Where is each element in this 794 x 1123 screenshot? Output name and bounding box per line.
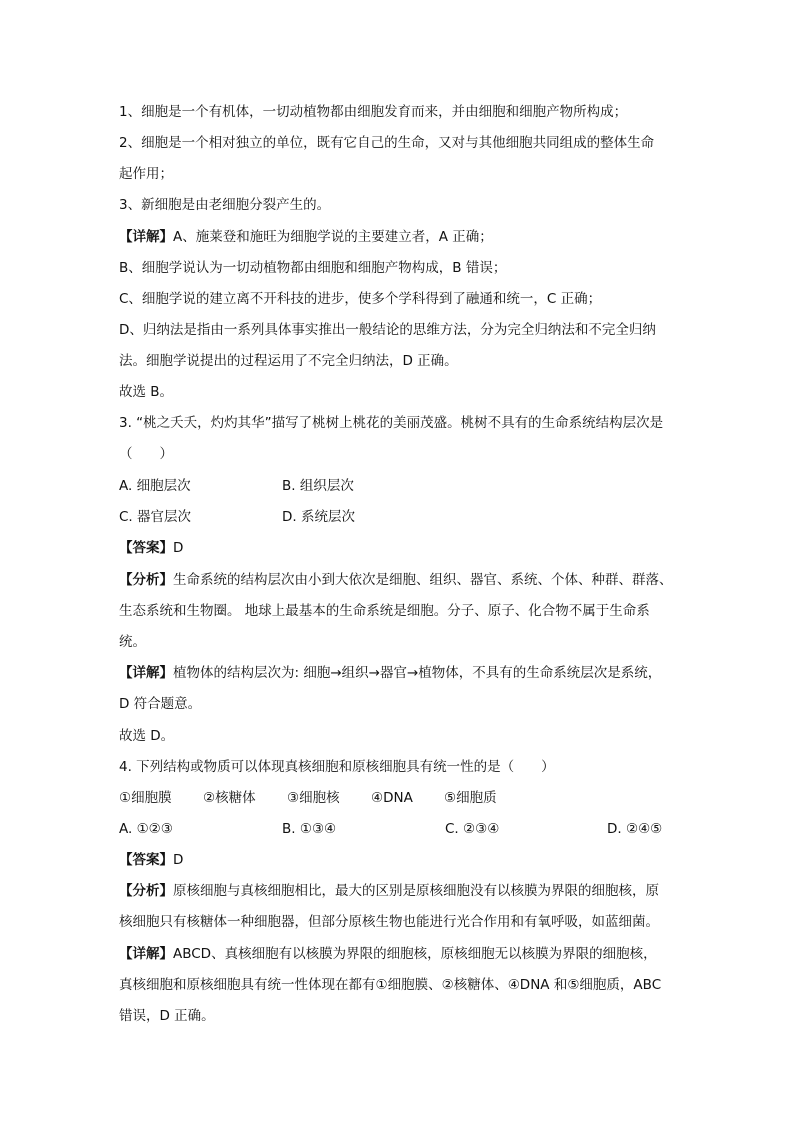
q3-option-d: D. 系统层次 xyxy=(282,509,355,525)
q4-analysis-line-2: 核细胞只有核糖体一种细胞器，但部分原核生物也能进行光合作用和有氧呼吸，如蓝细菌。 xyxy=(119,914,659,930)
q4-option-a: A. ①②③ xyxy=(119,821,173,837)
q3-option-b: B. 组织层次 xyxy=(282,478,354,494)
q3-option-c: C. 器官层次 xyxy=(119,509,192,525)
q3-option-a: A. 细胞层次 xyxy=(119,478,191,494)
analysis-text: 生命系统的结构层次由小到大依次是细胞、组织、器官、系统、个体、种群、群落、 xyxy=(173,572,673,588)
analysis-tag: 【分析】 xyxy=(119,572,173,588)
q4-detail-line-3: 错误，D 正确。 xyxy=(119,1008,215,1024)
detail-text: A、施莱登和施旺为细胞学说的主要建立者，A 正确； xyxy=(173,229,493,245)
q3-analysis-line-3: 统。 xyxy=(119,634,146,650)
answer-value: D xyxy=(173,540,184,556)
q3-stem: 3. “桃之夭夭，灼灼其华”描写了桃树上桃花的美丽茂盛。桃树不具有的生命系统结构层次是 xyxy=(119,415,664,431)
q2-detail-line-2: B、细胞学说认为一切动植物都由细胞和细胞产物构成，B 错误； xyxy=(119,260,507,276)
q2-detail-line-4: D、归纳法是指由一系列具体事实推出一般结论的思维方法，分为完全归纳法和不完全归纳 xyxy=(119,322,656,338)
q3-analysis-line-1 xyxy=(119,571,679,589)
analysis-tag: 【分析】 xyxy=(119,883,173,899)
q4-answer xyxy=(119,851,679,869)
intro-point-2-cont: 起作用； xyxy=(119,166,173,182)
q4-stem: 4. 下列结构或物质可以体现真核细胞和原核细胞具有统一性的是（ ） xyxy=(119,759,555,775)
q2-choice: 故选 B。 xyxy=(119,384,174,400)
answer-value: D xyxy=(173,852,184,868)
q3-answer xyxy=(119,539,679,557)
q4-option-b: B. ①③④ xyxy=(282,821,337,837)
detail-tag: 【详解】 xyxy=(119,665,173,681)
q3-detail-line-2: D 符合题意。 xyxy=(119,696,202,712)
q4-item-3: ③细胞核 xyxy=(287,790,340,806)
q4-detail-line-2: 真核细胞和原核细胞具有统一性体现在都有①细胞膜、②核糖体、④DNA 和⑤细胞质，ABC xyxy=(119,977,662,993)
q2-detail-line-1 xyxy=(119,228,679,246)
q3-analysis-line-2: 生态系统和生物圈。 地球上最基本的生命系统是细胞。分子、原子、化合物不属于生命系 xyxy=(119,603,650,619)
q4-detail-line-1 xyxy=(119,945,679,963)
intro-point-1: 1、细胞是一个有机体，一切动植物都由细胞发育而来，并由细胞和细胞产物所构成； xyxy=(119,104,628,120)
q3-choice: 故选 D。 xyxy=(119,728,175,744)
q4-item-1: ①细胞膜 xyxy=(119,790,172,806)
analysis-text: 原核细胞与真核细胞相比，最大的区别是原核细胞没有以核膜为界限的细胞核，原 xyxy=(173,883,659,899)
q4-option-d: D. ②④⑤ xyxy=(607,821,663,837)
intro-point-3: 3、新细胞是由老细胞分裂产生的。 xyxy=(119,197,331,213)
detail-tag: 【详解】 xyxy=(119,229,173,245)
answer-tag: 【答案】 xyxy=(119,852,173,868)
q3-stem-paren: （ ） xyxy=(119,446,173,462)
detail-text: ABCD、真核细胞有以核膜为界限的细胞核，原核细胞无以核膜为界限的细胞核， xyxy=(173,946,657,962)
q4-option-c: C. ②③④ xyxy=(445,821,500,837)
q4-item-2: ②核糖体 xyxy=(203,790,256,806)
q4-analysis-line-1 xyxy=(119,882,679,900)
q4-item-4: ④DNA xyxy=(371,790,413,806)
q2-detail-line-5: 法。细胞学说提出的过程运用了不完全归纳法，D 正确。 xyxy=(119,353,458,369)
intro-point-2: 2、细胞是一个相对独立的单位，既有它自己的生命，又对与其他细胞共同组成的整体生命 xyxy=(119,135,655,151)
q4-item-5: ⑤细胞质 xyxy=(444,790,497,806)
q3-detail-line-1 xyxy=(119,664,679,682)
detail-text: 植物体的结构层次为: 细胞→组织→器官→植物体，不具有的生命系统层次是系统， xyxy=(173,665,662,681)
q2-detail-line-3: C、细胞学说的建立离不开科技的进步，使多个学科得到了融通和统一，C 正确； xyxy=(119,291,602,307)
answer-tag: 【答案】 xyxy=(119,540,173,556)
detail-tag: 【详解】 xyxy=(119,946,173,962)
